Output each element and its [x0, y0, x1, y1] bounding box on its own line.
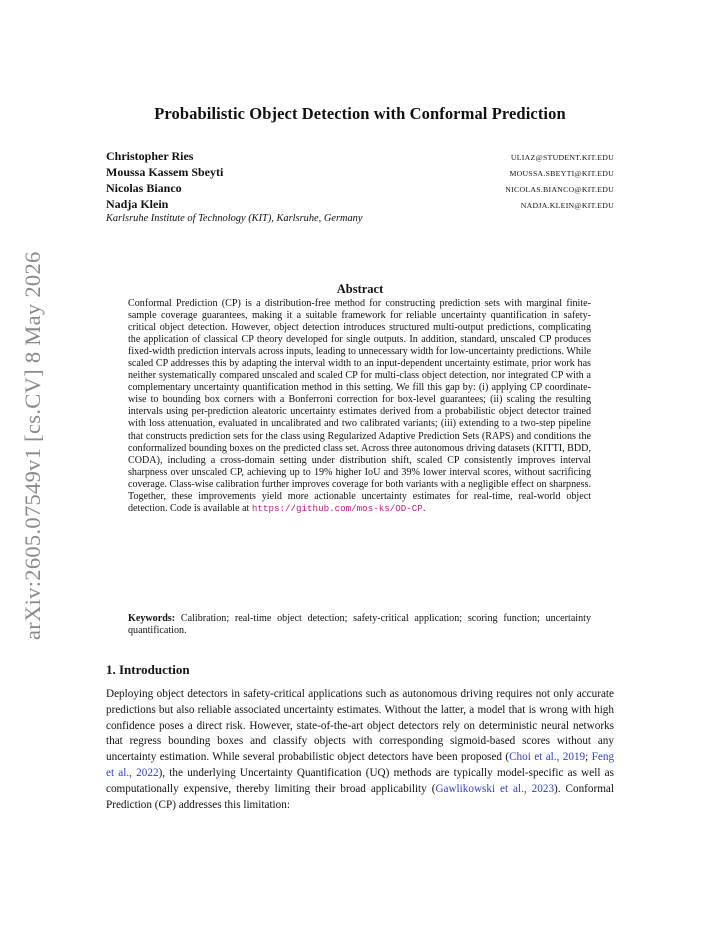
abstract-heading: Abstract — [336, 282, 384, 296]
keywords-text: Calibration; real-time object detection; safety-critical application; scoring function; uncertainty quantification. — [128, 613, 591, 637]
abstract-text: Conformal Prediction (CP) is a distribution-free method for constructing prediction sets with marginal finite-sample coverage guarantees, making it a suitable framework for reliable uncertainty quantification in safety-critical object detection. However, object detection introduces structured multi-output predictions, complicating the application of classical CP theory developed for single outputs. In addition, standard, unscaled CP produces fixed-width prediction intervals across inputs, leading to unnecessary width for low-uncertainty predictions. While scaled CP addresses this by adapting the interval width to an input-dependent uncertainty estimate, prior work has neither systematically compared unscaled and scaled CP for multi-class object detection, nor integrated CP with a complementary uncertainty quantification method in this setting. We fill this gap by: (i) applying CP coordinate-wise to bounding box corners with a Bonferroni correction for box-level guarantees; (ii) scaling the resulting intervals using per-prediction aleatoric uncertainty estimates derived from a probabilistic object detector trained with loss attenuation, evaluated in uncalibrated and two calibrated variants; (iii) extending to a two-step pipeline that constructs prediction sets for the class using Regularized Adaptive Prediction Sets (RAPS) and conditions the conformalized bounding boxes on the predicted class set. Across three autonomous driving datasets (KITTI, BDD, CODA), including a cross-domain setting under distribution shift, scaled CP consistently improves interval sharpness over unscaled CP, achieving up to 19% higher IoU and 39% lower interval scores, without sacrificing coverage. Class-wise calibration further improves coverage for both variants with a negligible effect on sharpness. Together, these improvements yield more actionable uncertainty estimates for real-time, real-world object detection. Code is available at — [128, 298, 591, 514]
paper-title: Probabilistic Object Detection with Conformal Prediction — [154, 104, 566, 123]
author-name: Nadja Klein — [106, 197, 169, 211]
citation-choi[interactable]: Choi et al., 2019 — [509, 751, 586, 764]
keywords-label: Keywords: — [128, 613, 176, 624]
author-row — [106, 165, 614, 181]
author-name: Moussa Kassem Sbeyti — [106, 165, 224, 179]
code-link[interactable]: https://github.com/mos-ks/OD-CP — [251, 502, 423, 514]
author-block — [106, 149, 614, 224]
keywords — [128, 613, 591, 637]
abstract-end: . — [422, 502, 426, 514]
abstract-body — [128, 298, 591, 515]
author-email: ULIAZ@STUDENT.KIT.EDU — [510, 153, 614, 162]
author-email: MOUSSA.SBEYTI@KIT.EDU — [509, 169, 614, 178]
citation-feng[interactable]: Feng et al., 2022 — [106, 751, 615, 779]
arxiv-identifier: arXiv:2605.07549v1 [cs.CV] 8 May 2026 — [20, 251, 45, 640]
author-row — [106, 181, 614, 197]
author-email: NICOLAS.BIANCO@KIT.EDU — [505, 185, 614, 194]
author-row — [106, 149, 614, 165]
intro-text-1: Deploying object detectors in safety-critical applications such as autonomous driving requires not only accurate predictions but also reliable associated uncertainty estimates. Without the latter, a model that is wrong with high confidence poses a direct risk. However, state-of-the-art object detectors rely on deterministic neural networks that regress bounding boxes and classify objects with corresponding sigmoid-based scores without any uncertainty estimation. While several probabilistic object detectors have been proposed ( — [106, 688, 614, 764]
author-name: Christopher Ries — [106, 149, 194, 163]
intro-text-2: ), the underlying Uncertainty Quantification (UQ) methods are typically model-specific as well as computationally expensive, thereby limiting their broad applicability ( — [106, 766, 614, 795]
author-name: Nicolas Bianco — [106, 181, 182, 195]
affiliation: Karlsruhe Institute of Technology (KIT), Karlsruhe, Germany — [106, 213, 363, 224]
intro-text-3: ). Conformal Prediction (CP) addresses this limitation: — [106, 782, 614, 811]
author-row — [106, 197, 614, 213]
introduction-paragraph — [106, 687, 614, 813]
section-heading-introduction: 1. Introduction — [106, 662, 190, 677]
citation-separator: ; — [585, 751, 592, 764]
author-email: NADJA.KLEIN@KIT.EDU — [520, 201, 614, 210]
citation-gawlikowski[interactable]: Gawlikowski et al., 2023 — [435, 782, 555, 795]
